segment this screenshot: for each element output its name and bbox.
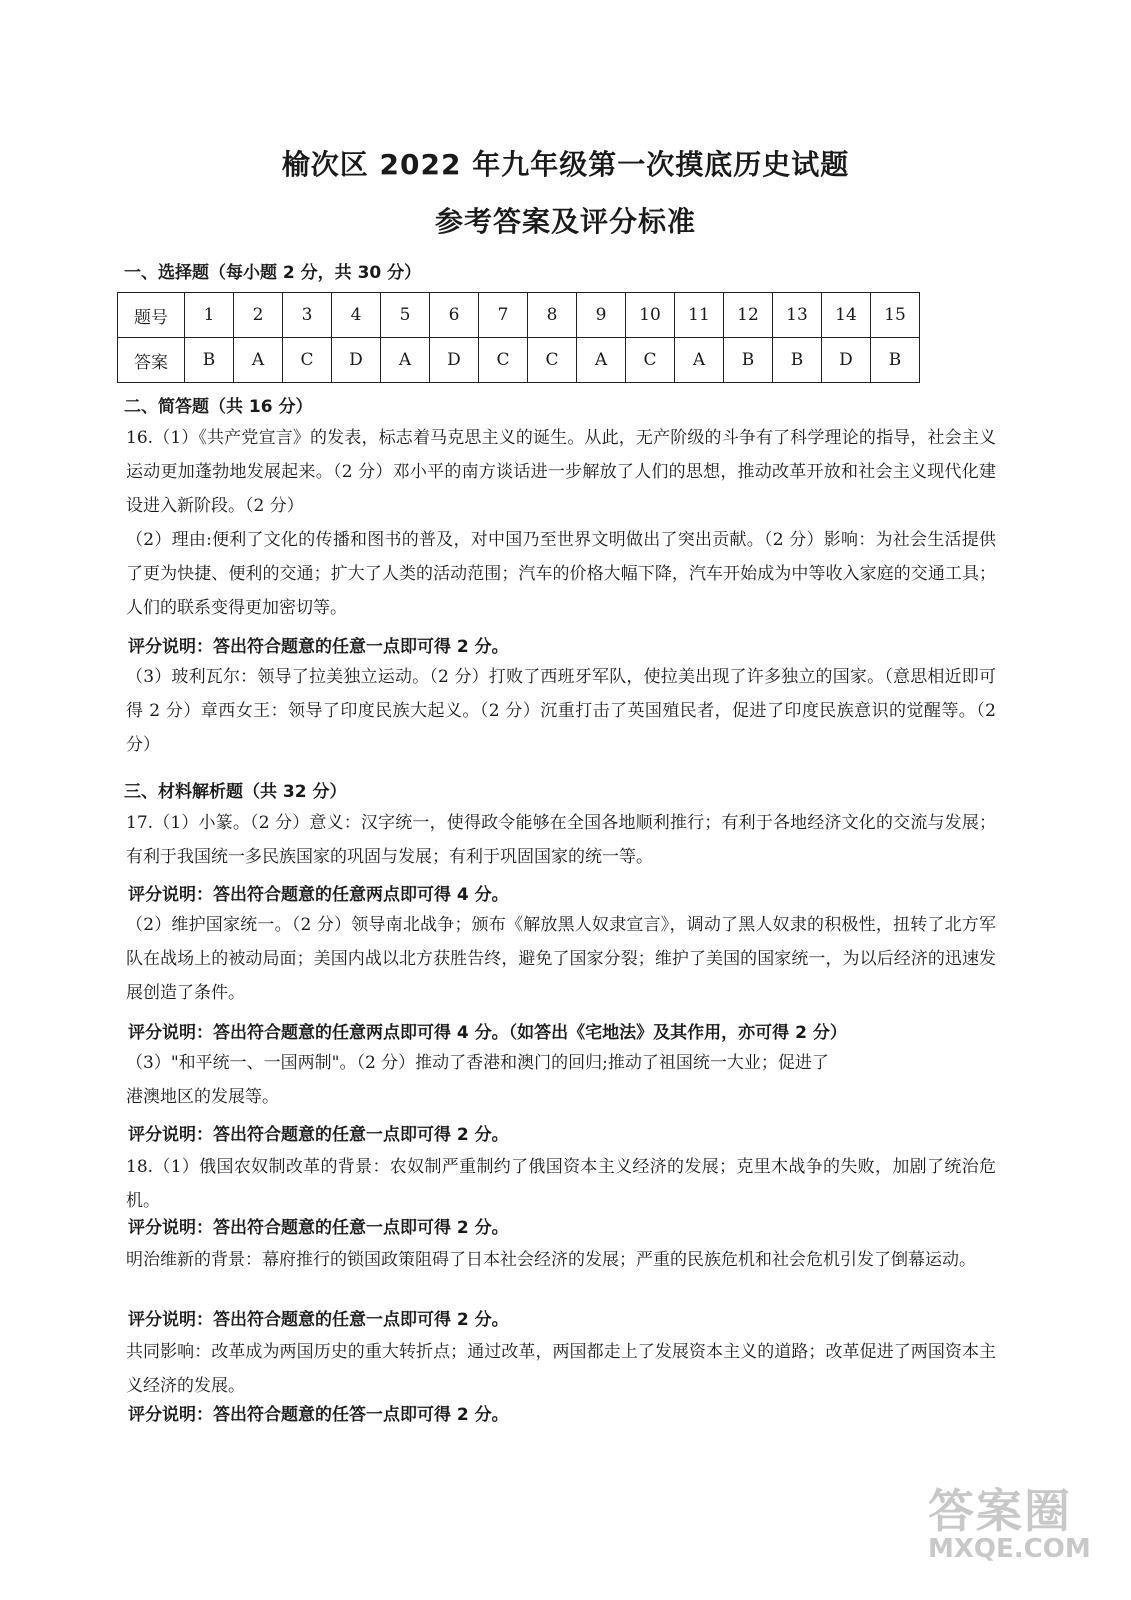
q18-part3: 共同影响：改革成为两国历史的重大转折点；通过改革，两国都走上了发展资本主义的道路；改革促进了两国资本主义经济的发展。 <box>126 1342 996 1396</box>
page-subtitle: 参考答案及评分标准 <box>434 205 696 238</box>
q17-part1-scoring-note: 评分说明：答出符合题意的任意两点即可得 4 分。 <box>128 885 509 905</box>
q18-part3-scoring-note: 评分说明：答出符合题意的任答一点即可得 2 分。 <box>128 1405 509 1425</box>
page-title: 榆次区 2022 年九年级第一次摸底历史试题 <box>281 148 850 181</box>
table-cell: B <box>773 338 822 383</box>
table-cell: D <box>332 338 381 383</box>
table-cell: A <box>577 338 626 383</box>
q17-part3-line1: （3）"和平统一、一国两制"。（2 分）推动了香港和澳门的回归;推动了祖国统一大业；促进了 <box>126 1053 829 1073</box>
table-cell: 15 <box>871 293 920 338</box>
table-cell: 2 <box>234 293 283 338</box>
table-cell: D <box>430 338 479 383</box>
table-cell: 13 <box>773 293 822 338</box>
table-cell: 9 <box>577 293 626 338</box>
table-cell: 3 <box>283 293 332 338</box>
q16-part1: 16.（1）《共产党宣言》的发表，标志着马克思主义的诞生。从此，无产阶级的斗争有了科学理论的指导，社会主义运动更加蓬勃地发展起来。（2 分）邓小平的南方谈话进一步解放了人们的思想，推动改革开放和社会主义现代化建设进入新阶段。（2 分） <box>126 428 996 516</box>
table-cell: 11 <box>675 293 724 338</box>
table-cell: C <box>479 338 528 383</box>
table-cell: 12 <box>724 293 773 338</box>
watermark-text: 答案圈 <box>928 1484 1072 1538</box>
q18-part1: 18.（1）俄国农奴制改革的背景：农奴制严重制约了俄国资本主义经济的发展；克里木战争的失败，加剧了统治危机。 <box>126 1157 996 1211</box>
section3-heading: 三、材料解析题（共 32 分） <box>124 782 347 802</box>
q16-part2-scoring-note: 评分说明：答出符合题意的任意一点即可得 2 分。 <box>128 637 509 657</box>
table-cell: B <box>724 338 773 383</box>
table-cell: 6 <box>430 293 479 338</box>
watermark-logo <box>928 1484 1091 1564</box>
table-cell: 5 <box>381 293 430 338</box>
q17-part2-scoring-note: 评分说明：答出符合题意的任意两点即可得 4 分。（如答出《宅地法》及其作用，亦可得 2 分） <box>128 1023 847 1043</box>
table-row-numbers <box>118 293 920 338</box>
section1-heading: 一、选择题（每小题 2 分，共 30 分） <box>124 263 422 283</box>
table-cell: B <box>871 338 920 383</box>
table-cell: C <box>283 338 332 383</box>
q17-part1: 17.（1）小篆。（2 分）意义：汉字统一，使得政令能够在全国各地顺利推行；有利于各地经济文化的交流与发展；有利于我国统一多民族国家的巩固与发展；有利于巩固国家的统一等。 <box>126 813 996 867</box>
table-cell: C <box>528 338 577 383</box>
table-cell: B <box>185 338 234 383</box>
table-row-answers <box>118 338 920 383</box>
q17-part2: （2）维护国家统一。（2 分）领导南北战争；颁布《解放黑人奴隶宣言》，调动了黑人奴隶的积极性，扭转了北方军队在战场上的被动局面；美国内战以北方获胜告终，避免了国家分裂；维护了美国的国家统一，为以后经济的迅速发展创造了条件。 <box>126 915 996 1003</box>
table-cell: A <box>381 338 430 383</box>
table-cell: 4 <box>332 293 381 338</box>
table-cell: 1 <box>185 293 234 338</box>
q18-part2-scoring-note: 评分说明：答出符合题意的任意一点即可得 2 分。 <box>128 1310 509 1330</box>
table-cell: 14 <box>822 293 871 338</box>
row-label-number: 题号 <box>118 293 185 338</box>
row-label-answer: 答案 <box>118 338 185 383</box>
watermark-url: MXQE.COM <box>928 1534 1091 1564</box>
section2-heading: 二、简答题（共 16 分） <box>124 397 313 417</box>
table-cell: 7 <box>479 293 528 338</box>
q18-part2: 明治维新的背景：幕府推行的锁国政策阻碍了日本社会经济的发展；严重的民族危机和社会危机引发了倒幕运动。 <box>126 1250 976 1270</box>
table-cell: C <box>626 338 675 383</box>
table-cell: D <box>822 338 871 383</box>
q16-part2: （2）理由:便利了文化的传播和图书的普及，对中国乃至世界文明做出了突出贡献。（2 分）影响：为社会生活提供了更为快捷、便利的交通；扩大了人类的活动范围；汽车的价格大幅下降，汽车开始成为中等收入家庭的交通工具；人们的联系变得更加密切等。 <box>126 530 996 618</box>
q18-part1-scoring-note: 评分说明：答出符合题意的任意一点即可得 2 分。 <box>128 1218 509 1238</box>
table-cell: 8 <box>528 293 577 338</box>
table-cell: A <box>234 338 283 383</box>
table-cell: 10 <box>626 293 675 338</box>
table-cell: A <box>675 338 724 383</box>
q16-part3: （3）玻利瓦尔：领导了拉美独立运动。（2 分）打败了西班牙军队，使拉美出现了许多独立的国家。（意思相近即可得 2 分）章西女王：领导了印度民族大起义。（2 分）沉重打击了英国殖民者，促进了印度民族意识的觉醒等。（2 分） <box>126 667 996 755</box>
q17-part3-scoring-note: 评分说明：答出符合题意的任意一点即可得 2 分。 <box>128 1125 509 1145</box>
q17-part3-line2: 港澳地区的发展等。 <box>126 1087 279 1107</box>
answer-table <box>117 292 920 383</box>
